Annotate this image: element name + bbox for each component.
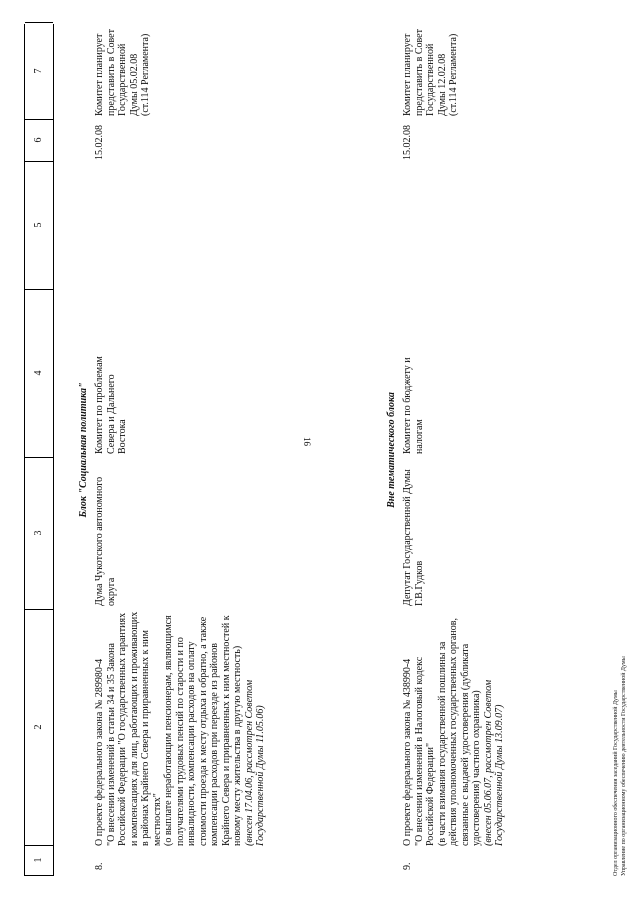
bill-date: 15.02.08: [94, 125, 105, 160]
bill-title-line: О проекте федерального закона № 438990-4: [402, 658, 413, 846]
bill-initiator: Дума Чукотского автономного округа: [94, 476, 117, 606]
column-header-5: 5: [25, 161, 53, 290]
bill-date: 15.02.08: [402, 125, 413, 160]
column-header-1: 1: [25, 845, 53, 876]
block-title-non-thematic: Вне тематического блока: [386, 392, 397, 508]
bill-committee: Комитет по проблемам Севера и Дальнего Востока: [94, 356, 128, 454]
bill-note: (внесен 05.06.07, рассмотрен Советом Государственной Думы 13.09.07): [482, 679, 505, 846]
column-header-4: 4: [25, 289, 53, 458]
bill-status: Комитет планирует представить в Совет Государственной Думы 05.02.08 (ст.114 Регламента): [94, 29, 151, 116]
row-number: 9.: [402, 862, 413, 870]
row-number: 8.: [94, 862, 105, 870]
footer: [612, 656, 628, 876]
bill-body: "О внесении изменений в Налоговый кодекс Российской Федерации" (в части взимания государственной пошлины за действия уполномоченных государственных органов, связанные с выдачей удостоверения (дубликата удостоверения) частного охранника): [413, 618, 482, 846]
block-title-social-policy: Блок "Социальная политика": [78, 382, 89, 518]
bill-status: Комитет планирует представить в Совет Государственной Думы 12.02.08 (ст.114 Регламента): [402, 29, 459, 116]
bill-committee: Комитет по бюджету и налогам: [402, 357, 425, 454]
column-header-6: 6: [25, 119, 53, 162]
bill-title-line: О проекте федерального закона № 289980-4: [94, 658, 105, 846]
footer-line-1: Отдел организационного обеспечения заседаний Государственной Думы: [613, 690, 619, 876]
bill-description: [94, 610, 267, 846]
column-header-2: 2: [25, 609, 53, 846]
page-number: 16: [302, 437, 312, 446]
column-header-row: [24, 24, 54, 876]
bill-initiator: Депутат Государственной Думы Г.В.Гудков: [402, 469, 425, 606]
column-header-7: 7: [25, 22, 53, 120]
bill-description: [402, 610, 506, 846]
bill-body: "О внесении изменений в статьи 34 и 35 Закона Российской Федерации "О государственных гарантиях и компенсациях для лиц, работающих и проживающих в районах Крайнего Севера и приравненных к ним местностях" (о выплате неработающим пенсионерам, являющимся получателями трудовых пенсий по старости и по инвалидности, компенсации расходов на оплату стоимости проезда к месту отдыха и обратно, а также компенсации расходов при переезде из районов Крайнего Севера и приравненных к ним местностей к новому месту жительства в другую местность): [105, 611, 243, 846]
column-header-3: 3: [25, 457, 53, 610]
footer-line-2: Управление по организационному обеспечению деятельности Государственной Думы: [621, 656, 627, 876]
bill-note: (внесен 17.04.06, рассмотрен Советом Государственной Думы 11.05.06): [243, 679, 266, 846]
